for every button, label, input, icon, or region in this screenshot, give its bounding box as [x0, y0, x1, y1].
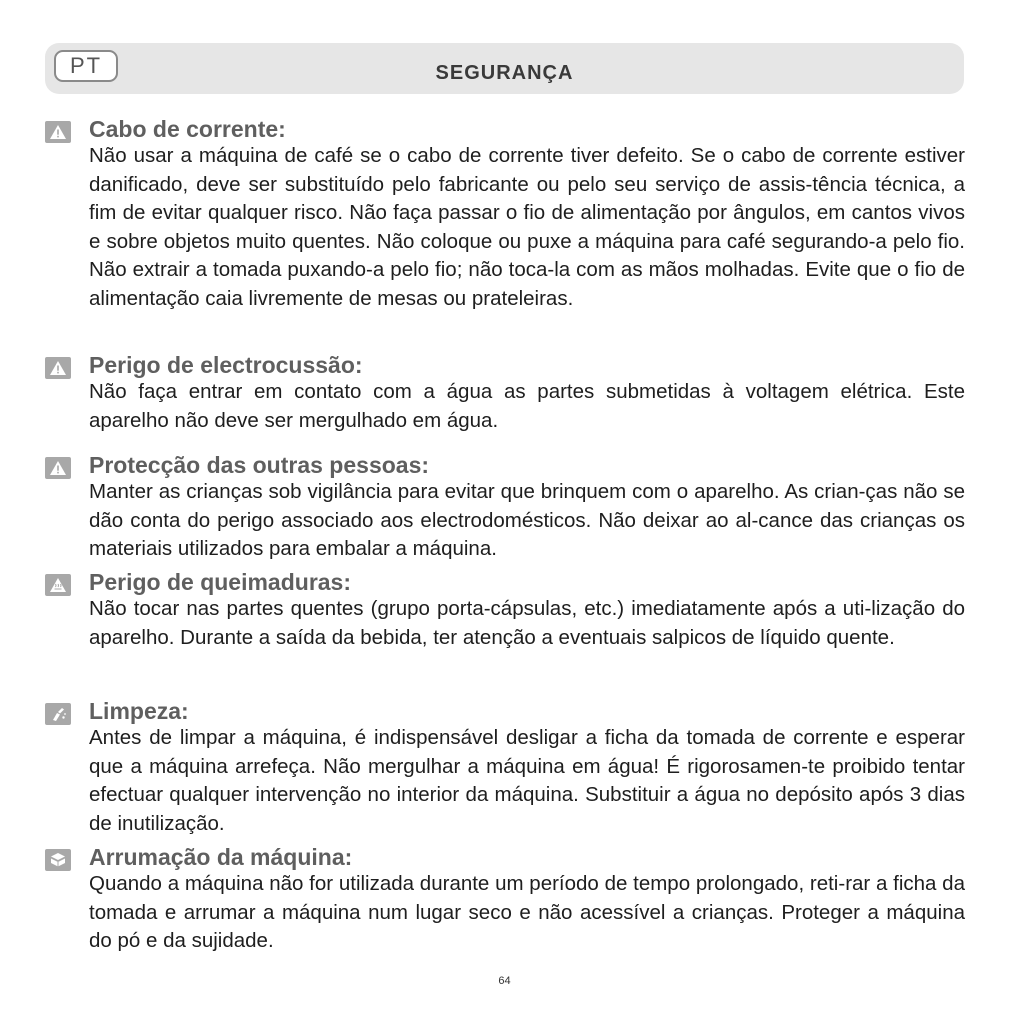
- page-title: SEGURANÇA: [435, 62, 574, 84]
- warning-triangle-icon: [45, 457, 71, 479]
- section-title: Cabo de corrente:: [89, 116, 286, 142]
- section-title: Perigo de electrocussão:: [89, 352, 363, 378]
- warning-triangle-icon: [45, 121, 71, 143]
- language-badge: PT: [54, 50, 118, 82]
- section-body: Não usar a máquina de café se o cabo de corrente tiver defeito. Se o cabo de corrente estiver danificado, deve ser substituído pelo fabricante ou pelo seu serviço de assis-tência técnica, a fim de evitar qualquer risco. Não faça passar o fio de alimentação por ângulos, em cantos vivos e sobre objetos muito quentes. Não coloque ou puxe a máquina para café segurando-a pelo fio. Não extrair a tomada puxando-a pelo fio; não toca-la com as mãos molhadas. Evite que o fio de alimentação caia livremente de mesas ou prateleiras.: [89, 144, 965, 310]
- cleaning-icon: [45, 703, 71, 725]
- page-header: [45, 43, 964, 94]
- section-body: Manter as crianças sob vigilância para evitar que brinquem com o aparelho. As crian-ças não se dão conta do perigo associado aos electrodomésticos. Não deixar ao al-cance das crianças os materiais utilizados para embalar a máquina.: [89, 480, 965, 560]
- section-title: Perigo de queimaduras:: [89, 569, 352, 595]
- section-title: Limpeza:: [89, 698, 189, 724]
- warning-triangle-icon: [45, 357, 71, 379]
- storage-box-icon: [45, 849, 71, 871]
- section-title: Protecção das outras pessoas:: [89, 452, 430, 478]
- page-number: 64: [498, 975, 511, 987]
- section-body: Antes de limpar a máquina, é indispensável desligar a ficha da tomada de corrente e esperar que a máquina arrefeça. Não mergulhar a máquina em água! É rigorosamen-te proibido tentar efectuar qualquer intervenção no interior da máquina. Substituir a água no depósito após 3 dias de inutilização.: [89, 726, 965, 835]
- section-body: Não tocar nas partes quentes (grupo porta-cápsulas, etc.) imediatamente após a uti-lização do aparelho. Durante a saída da bebida, ter atenção a eventuais salpicos de líquido quente.: [89, 597, 965, 649]
- section-title: Arrumação da máquina:: [89, 844, 353, 870]
- hot-surface-warning-icon: [45, 574, 71, 596]
- section-body: Não faça entrar em contato com a água as partes submetidas à voltagem elétrica. Este aparelho não deve ser mergulhado em água.: [89, 380, 965, 432]
- section-body: Quando a máquina não for utilizada durante um período de tempo prolongado, reti-rar a ficha da tomada e arrumar a máquina num lugar seco e não acessível a crianças. Proteger a máquina do pó e da sujidade.: [89, 872, 965, 952]
